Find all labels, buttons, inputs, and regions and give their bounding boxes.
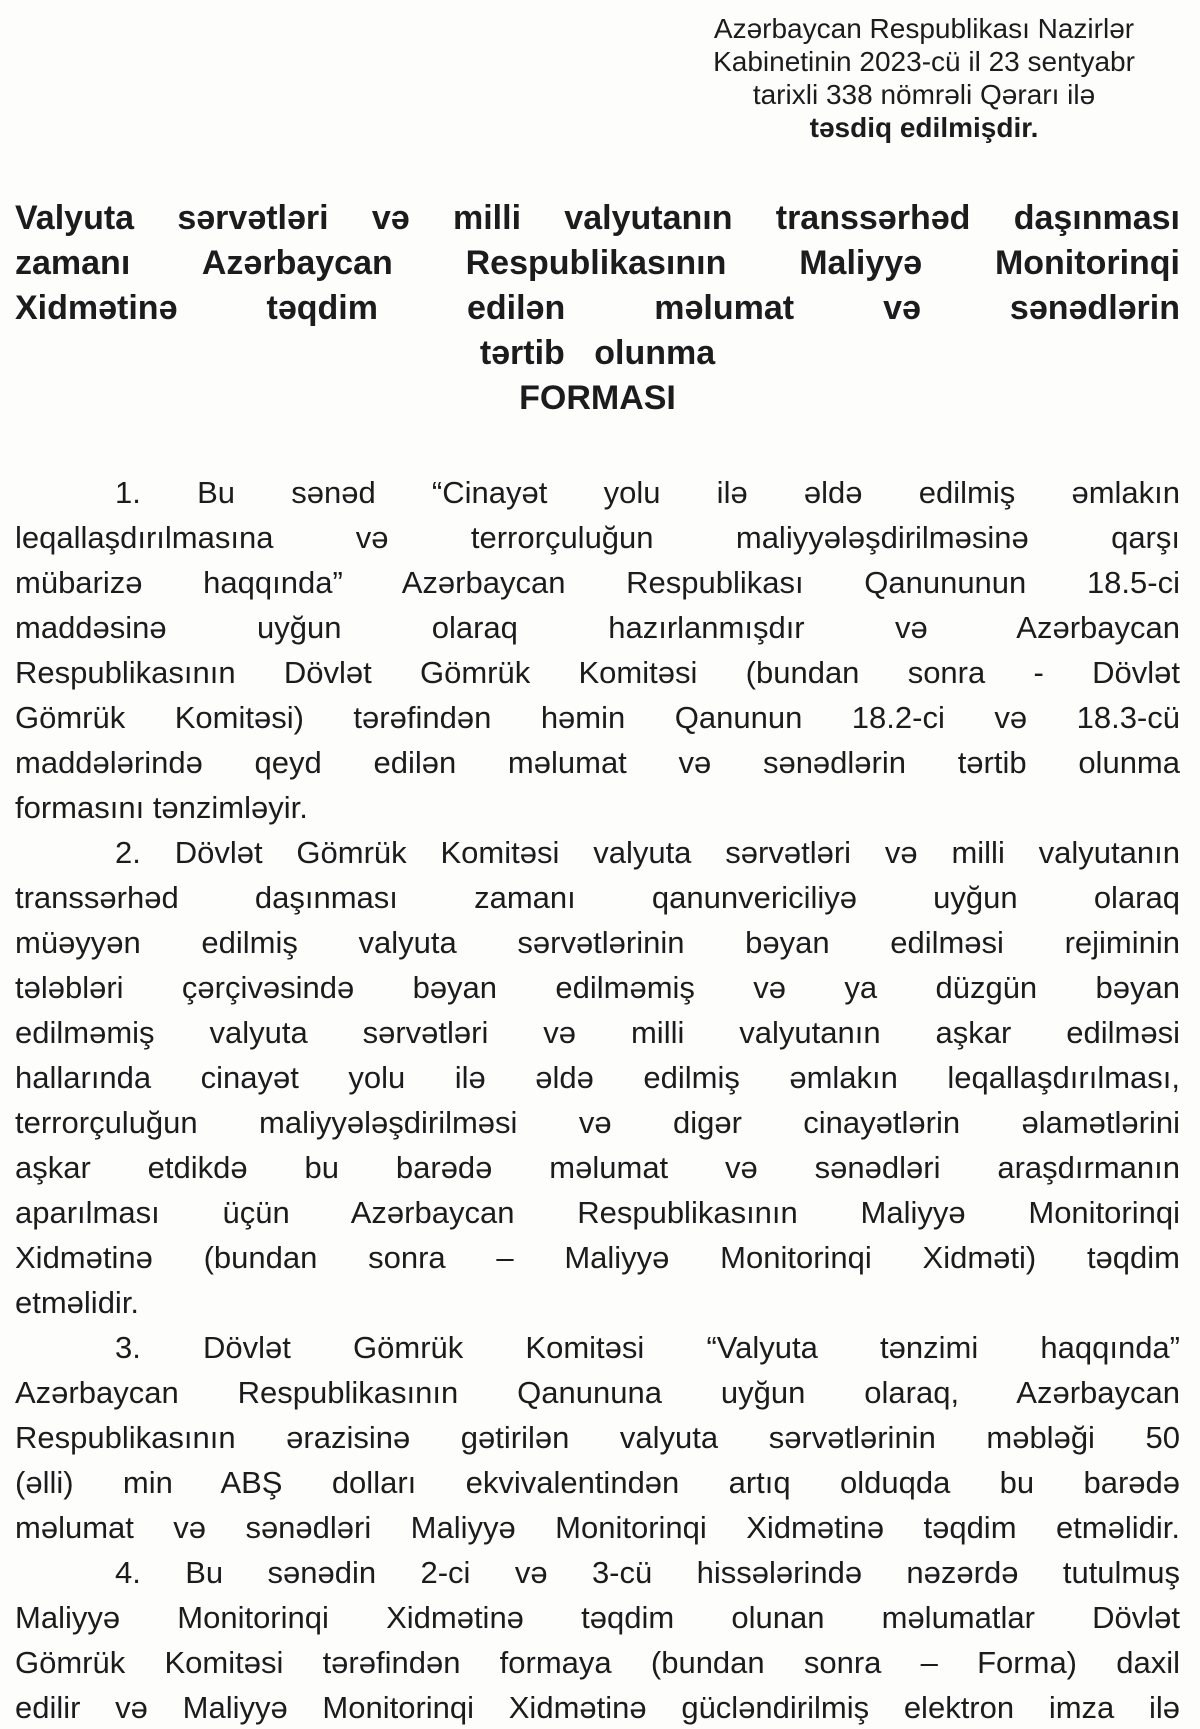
text-line: Valyuta sərvətləri və milli valyutanın transsərhəd daşınması [15, 199, 1180, 237]
text-line: (əlli) min ABŞ dolları ekvivalentindən artıq olduqda bu barədə [15, 1465, 1180, 1500]
approval-block [668, 12, 1180, 144]
text-line: formasını tənzimləyir. [15, 790, 308, 825]
text-line: müəyyən edilmiş valyuta sərvətlərinin bəyan edilməsi rejiminin [15, 925, 1180, 960]
text-line: Respublikasının ərazisinə gətirilən valyuta sərvətlərinin məbləği 50 [15, 1420, 1180, 1455]
text-line: məlumat və sənədləri Maliyyə Monitorinqi Xidmətinə təqdim etməlidir. [15, 1510, 1180, 1545]
text-line: Gömrük Komitəsi) tərəfindən həmin Qanunun 18.2-ci və 18.3-cü [15, 700, 1180, 735]
text-line: Gömrük Komitəsi tərəfindən formaya (bundan sonra – Forma) daxil [15, 1645, 1180, 1680]
text-line: maddələrində qeyd edilən məlumat və sənədlərin tərtib olunma [15, 745, 1180, 780]
text-line: Maliyyə Monitorinqi Xidmətinə təqdim olunan məlumatlar Dövlət [15, 1600, 1180, 1635]
paragraph [15, 470, 1180, 830]
document-title [15, 196, 1180, 421]
text-line: edilir və Maliyyə Monitorinqi Xidmətinə gücləndirilmiş elektron imza ilə [15, 1690, 1180, 1725]
text-line: mübarizə haqqında” Azərbaycan Respublikası Qanununun 18.5-ci [15, 565, 1180, 600]
text-line: aşkar etdikdə bu barədə məlumat və sənədləri araşdırmanın [15, 1150, 1180, 1185]
text-line: tarixli 338 nömrəli Qərarı ilə [752, 79, 1096, 110]
text-line: Xidmətinə təqdim edilən məlumat və sənədlərin [15, 289, 1180, 327]
paragraph [15, 1325, 1180, 1550]
text-line: aparılması üçün Azərbaycan Respublikasının Maliyyə Monitorinqi [15, 1195, 1180, 1230]
text-line: 1. Bu sənəd “Cinayət yolu ilə əldə edilmiş əmlakın [115, 475, 1180, 510]
text-line: Azərbaycan Respublikası Nazirlər [713, 13, 1135, 44]
text-line: terrorçuluğun maliyyələşdirilməsi və digər cinayətlərin əlamətlərini [15, 1105, 1180, 1140]
text-line: Respublikasının Dövlət Gömrük Komitəsi (bundan sonra - Dövlət [15, 655, 1180, 690]
paragraph [15, 1550, 1180, 1729]
text-line: transsərhəd daşınması zamanı qanunvericiliyə uyğun olaraq [15, 880, 1180, 915]
text-line: leqallaşdırılmasına və terrorçuluğun maliyyələşdirilməsinə qarşı [15, 520, 1180, 555]
text-line: təsdiq edilmişdir. [809, 112, 1039, 143]
text-line: maddəsinə uyğun olaraq hazırlanmışdır və Azərbaycan [15, 610, 1180, 645]
text-line: 3. Dövlət Gömrük Komitəsi “Valyuta tənzimi haqqında” [115, 1330, 1180, 1365]
text-line: Xidmətinə (bundan sonra – Maliyyə Monitorinqi Xidməti) təqdim [15, 1240, 1180, 1275]
text-line: zamanı Azərbaycan Respublikasının Maliyyə Monitorinqi [15, 244, 1180, 282]
document-body [15, 470, 1180, 1729]
text-line: tələbləri çərçivəsində bəyan edilməmiş və ya düzgün bəyan [15, 970, 1180, 1005]
paragraph [15, 830, 1180, 1325]
text-line: hallarında cinayət yolu ilə əldə edilmiş əmlakın leqallaşdırılması, [15, 1060, 1180, 1095]
text-line: Kabinetinin 2023-cü il 23 sentyabr [713, 46, 1135, 77]
text-line: Azərbaycan Respublikasının Qanununa uyğun olaraq, Azərbaycan [15, 1375, 1180, 1410]
text-line: 2. Dövlət Gömrük Komitəsi valyuta sərvətləri və milli valyutanın [115, 835, 1180, 870]
text-line: edilməmiş valyuta sərvətləri və milli valyutanın aşkar edilməsi [15, 1015, 1180, 1050]
text-line: FORMASI [519, 379, 676, 417]
text-line: tərtib olunma [479, 334, 716, 372]
text-line: etməlidir. [15, 1285, 140, 1320]
text-line: 4. Bu sənədin 2-ci və 3-cü hissələrində nəzərdə tutulmuş [115, 1555, 1180, 1590]
